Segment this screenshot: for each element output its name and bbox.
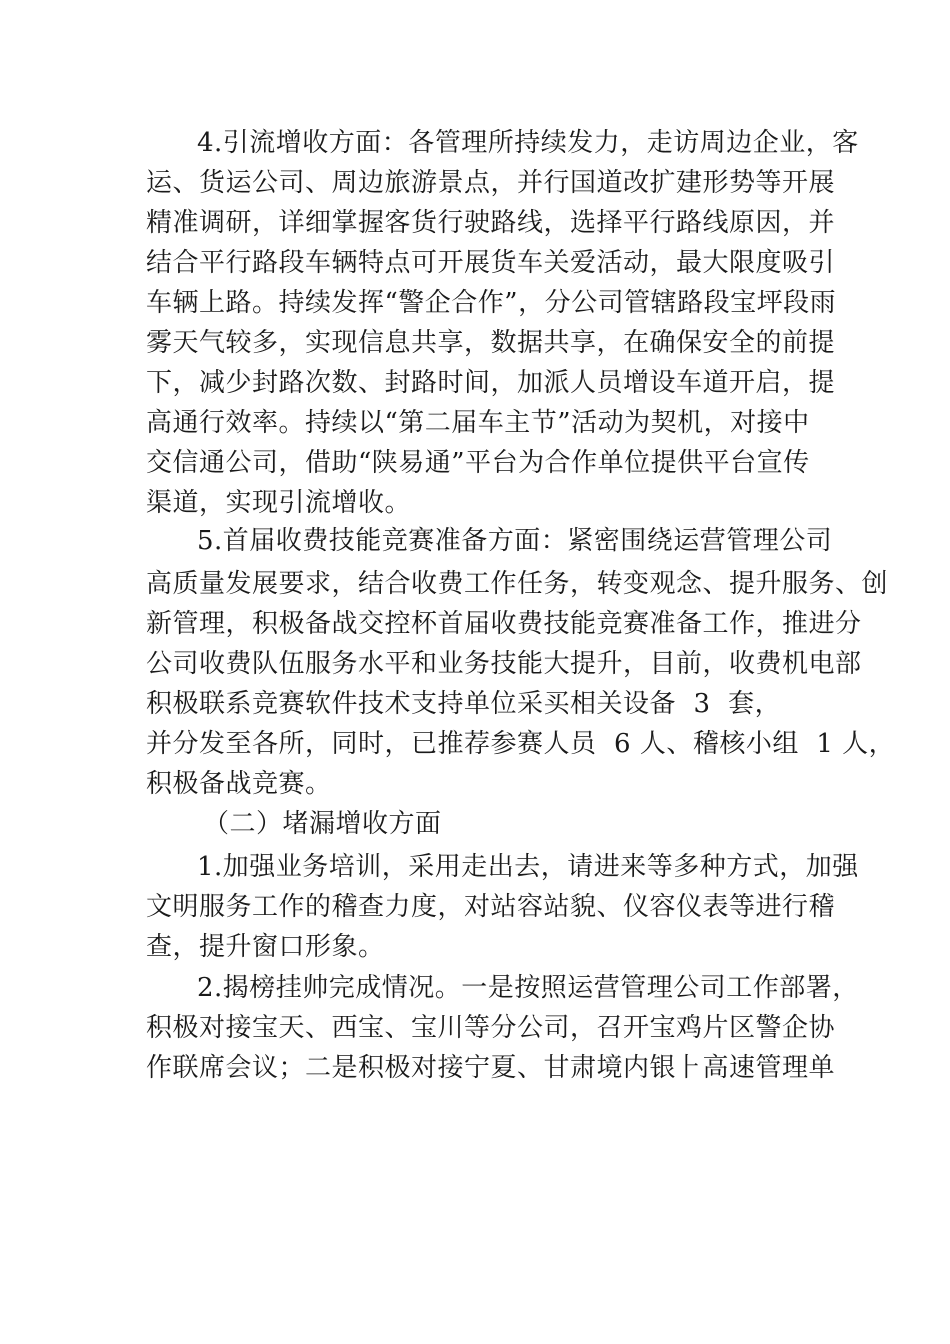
paragraph-4-line-8: 高通行效率。持续以“第二届车主节”活动为契机，对接中 — [146, 408, 810, 438]
paragraph-4-line-4: 结合平行路段车辆特点可开展货车关爱活动，最大限度吸引 — [146, 248, 836, 278]
paragraph-5-line-3: 新管理，积极备战交控杯首届收费技能竞赛准备工作，推进分 — [146, 609, 862, 639]
paragraph-2-line-2: 积极对接宝天、西宝、宝川等分公司，召开宝鸡片区警企协 — [146, 1013, 836, 1043]
paragraph-5-line-7: 积极备战竞赛。 — [146, 769, 332, 799]
paragraph-4-line-2: 运、货运公司、周边旅游景点，并行国道改扩建形势等开展 — [146, 168, 836, 198]
paragraph-4-line-6: 雾天气较多，实现信息共享，数据共享，在确保安全的前提 — [146, 328, 836, 358]
paragraph-4-line-3: 精准调研，详细掌握客货行驶路线，选择平行路线原因，并 — [146, 208, 836, 238]
paragraph-5-line-4: 公司收费队伍服务水平和业务技能大提升，目前，收费机电部 — [146, 649, 862, 679]
section-heading: （二）堵漏增收方面 — [203, 809, 442, 839]
paragraph-4-line-9: 交信通公司，借助“陕易通”平台为合作单位提供平台宣传 — [146, 448, 810, 478]
paragraph-5-line-2: 高质量发展要求，结合收费工作任务，转变观念、提升服务、创 — [146, 569, 889, 599]
paragraph-4-line-1: 4.引流增收方面：各管理所持续发力，走访周边企业，客 — [197, 128, 859, 158]
paragraph-1-line-2: 文明服务工作的稽查力度，对站容站貌、仪容仪表等进行稽 — [146, 892, 836, 922]
paragraph-1-line-3: 查，提升窗口形象。 — [146, 932, 385, 962]
paragraph-2-line-3: 作联席会议；二是积极对接宁夏、甘肃境内银⺊高速管理单 — [146, 1053, 836, 1083]
paragraph-2-line-1: 2.揭榜挂帅完成情况。一是按照运营管理公司工作部署， — [197, 973, 859, 1003]
paragraph-5-line-5: 积极联系竞赛软件技术支持单位采买相关设备 3 套， — [146, 689, 782, 719]
paragraph-4-line-10: 渠道，实现引流增收。 — [146, 488, 412, 518]
paragraph-5-line-6: 并分发至各所，同时，已推荐参赛人员 6 人、稽核小组 1 人， — [146, 729, 896, 759]
paragraph-1-line-1: 1.加强业务培训，采用走出去，请进来等多种方式，加强 — [197, 852, 859, 882]
paragraph-5-line-1: 5.首届收费技能竞赛准备方面：紧密围绕运营管理公司 — [197, 526, 833, 556]
paragraph-4-line-5: 车辆上路。持续发挥“警企合作”，分公司管辖路段宝坪段雨 — [146, 288, 837, 318]
paragraph-4-line-7: 下，减少封路次数、封路时间，加派人员增设车道开启，提 — [146, 368, 836, 398]
